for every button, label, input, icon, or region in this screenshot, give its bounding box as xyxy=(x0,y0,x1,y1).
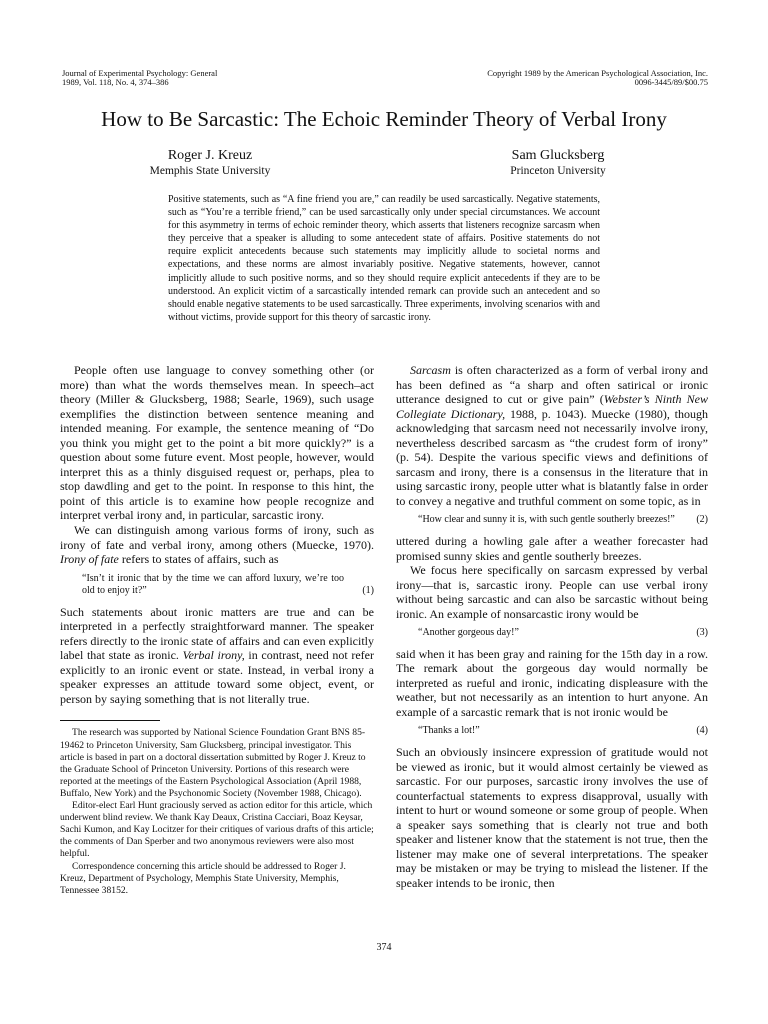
copyright-line: Copyright 1989 by the American Psychological Association, Inc. xyxy=(487,68,708,78)
footnote: The research was supported by National Science Foundation Grant BNS 85-19462 to Princeton University, Sam Glucksberg, principal investigator. This article is based in part on a doctoral dissertation submitted by Roger J. Kreuz to the Graduate School of Princeton University. Portions of this research were reported at the meetings of the Eastern Psychological Association (April 1988, Buffalo, New York) and the Psychonomic Society (November 1988, Chicago). xyxy=(60,727,366,799)
author-block-1 xyxy=(120,148,300,178)
paragraph: Such statements about ironic matters are true and can be interpreted in a perfectly straightforward manner. The speaker refers directly to the ironic state of affairs and can even explicitly label that state as ironic. Verbal irony, in contrast, need not refer explicitly to an ironic event or state. Instead, in verbal irony a speaker expresses an attitude toward some object, event, or person by saying something that is not literally true. xyxy=(60,604,374,706)
example-text: “Another gorgeous day!” xyxy=(418,627,519,639)
copyright-notice xyxy=(487,69,708,87)
paragraph: uttered during a howling gale after a weather forecaster had promised sunny skies and gentle southerly breezes. xyxy=(396,533,708,563)
paragraph: We focus here specifically on sarcasm expressed by verbal irony—that is, sarcastic irony. People can use verbal irony without being sarcastic and can also be sarcastic without being ironic. An example of nonsarcastic irony would be xyxy=(396,563,708,621)
article-title: How to Be Sarcastic: The Echoic Reminder Theory of Verbal Irony xyxy=(101,107,667,131)
footnote: Editor-elect Earl Hunt graciously served as action editor for this article, which underwent blind review. We thank Kay Deaux, Cristina Cacciari, Boaz Keysar, Sachi Kumon, and Kay Locitzer for their critiques of various drafts of this article; the comments of Dan Sperber and two anonymous reviewers were also most helpful. xyxy=(60,800,374,860)
author-name: Sam Glucksberg xyxy=(511,148,605,163)
abstract: Positive statements, such as “A fine friend you are,” can readily be used sarcastically. Negative statements, such as “You’re a terrible friend,” can be used sarcastically only under special circumstances. We account for this asymmetry in terms of echoic reminder theory, which asserts that listeners recognize sarcasm when they perceive that a speaker is alluding to some antecedent state of affairs. Positive statements do not require explicit antecedents because such statements may implicitly allude to societal norms and expectations, and these norms are almost invariably positive. Negative statements, however, cannot implicitly allude to such positive norms, and so they should require explicit antecedents if they are to be understood. An explicit victim of a sarcastically intended remark can provide such an antecedent and so should enable negative statements to be used sarcastically. Three experiments, involving scenarios with and without victims, provide support for this theory of sarcastic irony. xyxy=(168,194,600,323)
paragraph: Such an obviously insincere expression of gratitude would not be viewed as ironic, but it would almost certainly be viewed as sarcastic. For our purposes, sarcastic irony involves the use of counterfactual statements to express disapproval, usually with intent to hurt or wound someone or some group of people. When a speaker says something that is clearly not true and both speaker and listener know that the statement is not true, then the listener may make one of several interpretations. The speaker may be mistaken or may be trying to mislead the listener. If the speaker intends to be ironic, then xyxy=(396,744,708,890)
journal-name: Journal of Experimental Psychology: General xyxy=(62,68,218,78)
body-column-right xyxy=(396,363,708,890)
example-number: (3) xyxy=(696,627,708,639)
paragraph: said when it has been gray and raining for the 15th day in a row. The remark about the gorgeous day would normally be interpreted as rueful and ironic, indicating displeasure with the weather, but not necessarily as an intention to hurt anyone. An example of a sarcastic remark that is not ironic would be xyxy=(396,646,708,719)
journal-citation xyxy=(62,69,217,87)
issn-code: 0096-3445/89/$00.75 xyxy=(634,77,708,87)
body-column-left xyxy=(60,363,374,897)
example-number: (4) xyxy=(696,725,708,737)
footnote: Correspondence concerning this article should be addressed to Roger J. Kreuz, Department of Psychology, Memphis State University, Memphis, Tennessee 38152. xyxy=(60,860,346,896)
author-name: Roger J. Kreuz xyxy=(167,148,253,163)
example-text: “Isn’t it ironic that by the time we can afford luxury, we’re too old to enjoy it?” xyxy=(82,572,344,597)
paragraph: Sarcasm is often characterized as a form of verbal irony and has been defined as “a sharp and often satirical or ironic utterance designed to cut or give pain” (Webster’s Ninth New Collegiate Dictionary, 1988, p. 1043). Muecke (1980), though acknowledging that sarcasm need not necessarily involve irony, nevertheless described sarcasm as “the crudest form of irony” (p. 54). Despite the various specific views and definitions of sarcasm and irony, there is a consensus in the literature that in using sarcastic irony, people utter what is blatantly false in order to convey a negative and truthful comment on some topic, as in xyxy=(396,363,708,508)
author-block-2 xyxy=(468,148,648,178)
paragraph: We can distinguish among various forms of irony, such as irony of fate and verbal irony, among others (Muecke, 1970). Irony of fate refers to states of affairs, such as xyxy=(60,523,374,567)
footnote-divider xyxy=(60,720,160,721)
page-number: 374 xyxy=(376,942,392,953)
example-text: “Thanks a lot!” xyxy=(418,725,480,737)
example-1 xyxy=(82,573,374,598)
example-text: “How clear and sunny it is, with such gentle southerly breezes!” xyxy=(418,514,675,526)
journal-volume: 1989, Vol. 118, No. 4, 374–386 xyxy=(62,77,169,87)
example-4 xyxy=(418,725,708,738)
author-affiliation: Princeton University xyxy=(510,165,606,177)
example-number: (1) xyxy=(362,585,374,597)
example-3 xyxy=(418,627,708,640)
paragraph: People often use language to convey something other (or more) than what the words themselves mean. In speech–act theory (Miller & Glucksberg, 1988; Searle, 1969), such usage exemplifies the distinction between sentence meaning and intended meaning. For example, the sentence meaning of “Do you think you might get to the point a bit more quickly?” is a question about some future event. Most people, however, would interpret this as a thinly disguised request or, perhaps, plea to stop dawdling and get to the point. In response to this hint, the point of this article is to examine how people recognize and interpret verbal irony and, in particular, sarcastic irony. xyxy=(60,363,374,523)
author-affiliation: Memphis State University xyxy=(149,165,271,177)
example-2 xyxy=(418,514,708,527)
example-number: (2) xyxy=(696,514,708,526)
